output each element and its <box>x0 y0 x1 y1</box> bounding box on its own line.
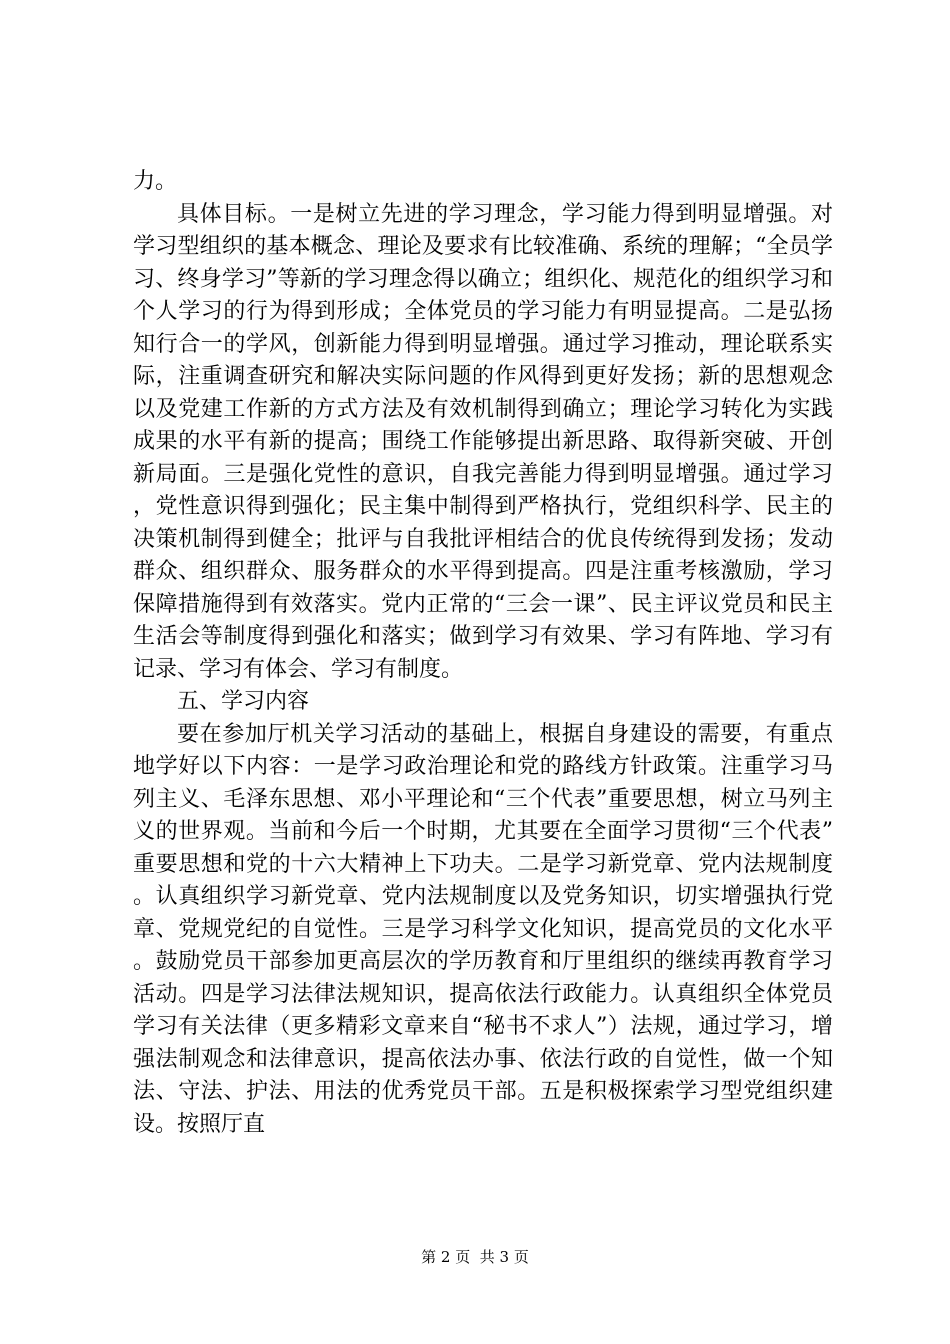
document-body <box>133 166 833 1141</box>
paragraph-study-content: 要在参加厅机关学习活动的基础上，根据自身建设的需要，有重点地学好以下内容：一是学习政治理论和党的路线方针政策。注重学习马列主义、毛泽东思想、邓小平理论和“三个代表”重要思想，树立马列主义的世界观。当前和今后一个时期，尤其要在全面学习贯彻“三个代表”重要思想和党的十六大精神上下功夫。二是学习新党章、党内法规制度。认真组织学习新党章、党内法规制度以及党务知识，切实增强执行党章、党规党纪的自觉性。三是学习科学文化知识，提高党员的文化水平。鼓励党员干部参加更高层次的学历教育和厅里组织的继续再教育学习活动。四是学习法律法规知识，提高依法行政能力。认真组织全体党员学习有关法律（更多精彩文章来自“秘书不求人”）法规，通过学习，增强法制观念和法律意识，提高依法办事、依法行政的自觉性，做一个知法、守法、护法、用法的优秀党员干部。五是积极探索学习型党组织建设。按照厅直 <box>133 721 833 1137</box>
paragraph-specific-goals: 具体目标。一是树立先进的学习理念，学习能力得到明显增强。对学习型组织的基本概念、理论及要求有比较准确、系统的理解；“全员学习、终身学习”等新的学习理念得以确立；组织化、规范化的组织学习和个人学习的行为得到形成；全体党员的学习能力有明显提高。二是弘扬知行合一的学风，创新能力得到明显增强。通过学习推动，理论联系实际，注重调查研究和解决实际问题的作风得到更好发扬；新的思想观念以及党建工作新的方式方法及有效机制得到确立；理论学习转化为实践成果的水平有新的提高；围绕工作能够提出新思路、取得新突破、开创新局面。三是强化党性的意识，自我完善能力得到明显增强。通过学习，党性意识得到强化；民主集中制得到严格执行，党组织科学、民主的决策机制得到健全；批评与自我批评相结合的优良传统得到发扬；发动群众、组织群众、服务群众的水平得到提高。四是注重考核激励，学习保障措施得到有效落实。党内正常的“三会一课”、民主评议党员和民主生活会等制度得到强化和落实；做到学习有效果、学习有阵地、学习有记录、学习有体会、学习有制度。 <box>133 201 833 682</box>
section-heading-study-content: 五、学习内容 <box>177 689 310 714</box>
paragraph-continuation: 力。 <box>133 169 178 194</box>
page-footer: 第 2 页 共 3 页 <box>421 1248 529 1266</box>
